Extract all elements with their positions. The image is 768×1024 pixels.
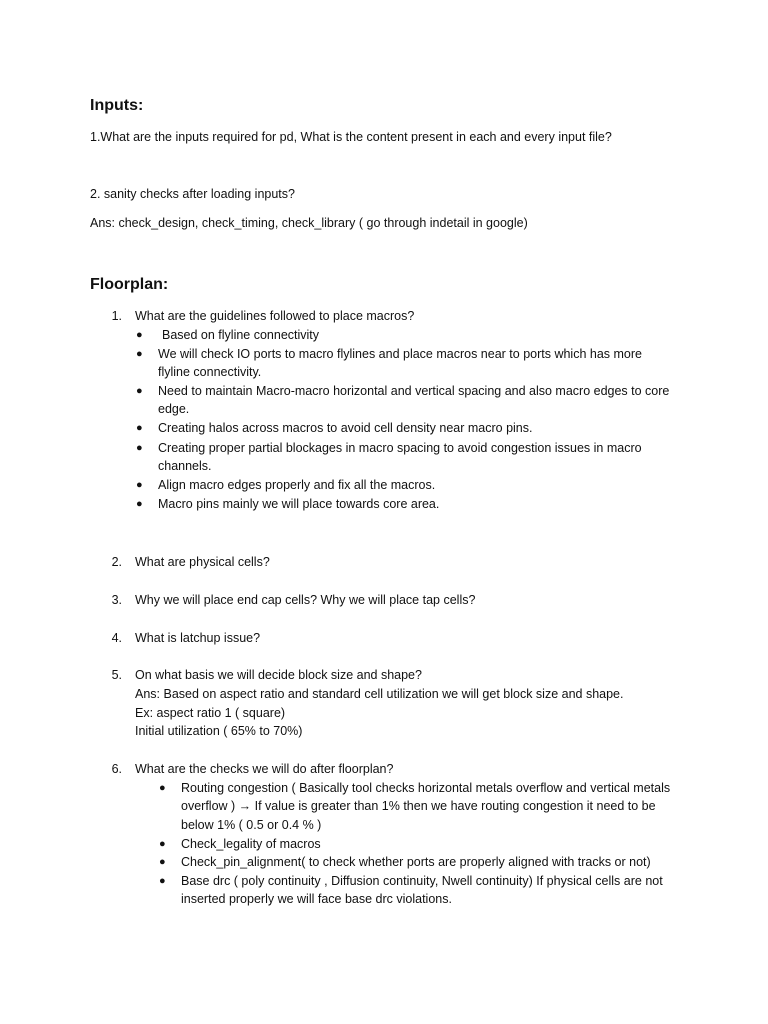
floorplan-example-5: Ex: aspect ratio 1 ( square) bbox=[135, 706, 286, 720]
bullet-icon: ● bbox=[159, 782, 166, 794]
floorplan-question-6: What are the checks we will do after floorplan? bbox=[135, 762, 394, 776]
bullet-icon: ● bbox=[136, 422, 143, 434]
list-item-continuation: edge. bbox=[158, 402, 190, 416]
list-item: We will check IO ports to macro flylines and place macros near to ports which has more bbox=[158, 347, 642, 361]
list-item-continuation: flyline connectivity. bbox=[158, 365, 262, 379]
floorplan-question-2: What are physical cells? bbox=[135, 555, 270, 569]
bullet-icon: ● bbox=[159, 838, 166, 850]
list-number: 1. bbox=[111, 309, 122, 323]
floorplan-question-1: What are the guidelines followed to place macros? bbox=[135, 309, 415, 323]
list-item: Check_pin_alignment( to check whether ports are properly aligned with tracks or not) bbox=[181, 855, 651, 869]
list-item: Base drc ( poly continuity , Diffusion continuity, Nwell continuity) If physical cells are not bbox=[181, 874, 663, 888]
floorplan-question-4: What is latchup issue? bbox=[135, 631, 261, 645]
list-item-continuation: channels. bbox=[158, 459, 212, 473]
floorplan-question-5: On what basis we will decide block size and shape? bbox=[135, 668, 422, 682]
bullet-icon: ● bbox=[136, 385, 143, 397]
list-number: 6. bbox=[111, 762, 122, 776]
list-item-continuation: below 1% ( 0.5 or 0.4 % ) bbox=[181, 818, 322, 832]
list-number: 3. bbox=[111, 593, 122, 607]
floorplan-utilization-5: Initial utilization ( 65% to 70%) bbox=[135, 724, 303, 738]
list-item: Routing congestion ( Basically tool checks horizontal metals overflow and vertical metals bbox=[181, 781, 671, 795]
inputs-heading: Inputs: bbox=[90, 97, 144, 114]
list-item: Align macro edges properly and fix all the macros. bbox=[158, 478, 436, 492]
bullet-icon: ● bbox=[136, 479, 143, 491]
list-item: Creating halos across macros to avoid cell density near macro pins. bbox=[158, 421, 533, 435]
bullet-icon: ● bbox=[159, 856, 166, 868]
floorplan-answer-5: Ans: Based on aspect ratio and standard cell utilization we will get block size and shape. bbox=[135, 687, 624, 701]
list-item: Based on flyline connectivity bbox=[162, 328, 320, 342]
list-item: Macro pins mainly we will place towards core area. bbox=[158, 497, 440, 511]
list-item: Check_legality of macros bbox=[181, 837, 321, 851]
list-item: Creating proper partial blockages in macro spacing to avoid congestion issues in macro bbox=[158, 441, 642, 455]
list-number: 2. bbox=[111, 555, 122, 569]
bullet-icon: ● bbox=[136, 329, 143, 341]
bullet-icon: ● bbox=[136, 498, 143, 510]
list-item-continuation: overflow ) → If value is greater than 1% then we have routing congestion it need to be bbox=[181, 799, 656, 813]
inputs-answer-2: Ans: check_design, check_timing, check_library ( go through indetail in google) bbox=[90, 216, 528, 230]
list-number: 4. bbox=[111, 631, 122, 645]
floorplan-question-3: Why we will place end cap cells? Why we will place tap cells? bbox=[135, 593, 476, 607]
inputs-question-1: 1.What are the inputs required for pd, What is the content present in each and every input file? bbox=[90, 130, 612, 144]
list-item-continuation: inserted properly we will face base drc violations. bbox=[181, 892, 452, 906]
bullet-icon: ● bbox=[136, 442, 143, 454]
floorplan-heading: Floorplan: bbox=[90, 276, 169, 293]
bullet-icon: ● bbox=[159, 875, 166, 887]
inputs-question-2: 2. sanity checks after loading inputs? bbox=[90, 187, 295, 201]
list-item: Need to maintain Macro-macro horizontal and vertical spacing and also macro edges to core bbox=[158, 384, 670, 398]
list-number: 5. bbox=[111, 668, 122, 682]
bullet-icon: ● bbox=[136, 348, 143, 360]
